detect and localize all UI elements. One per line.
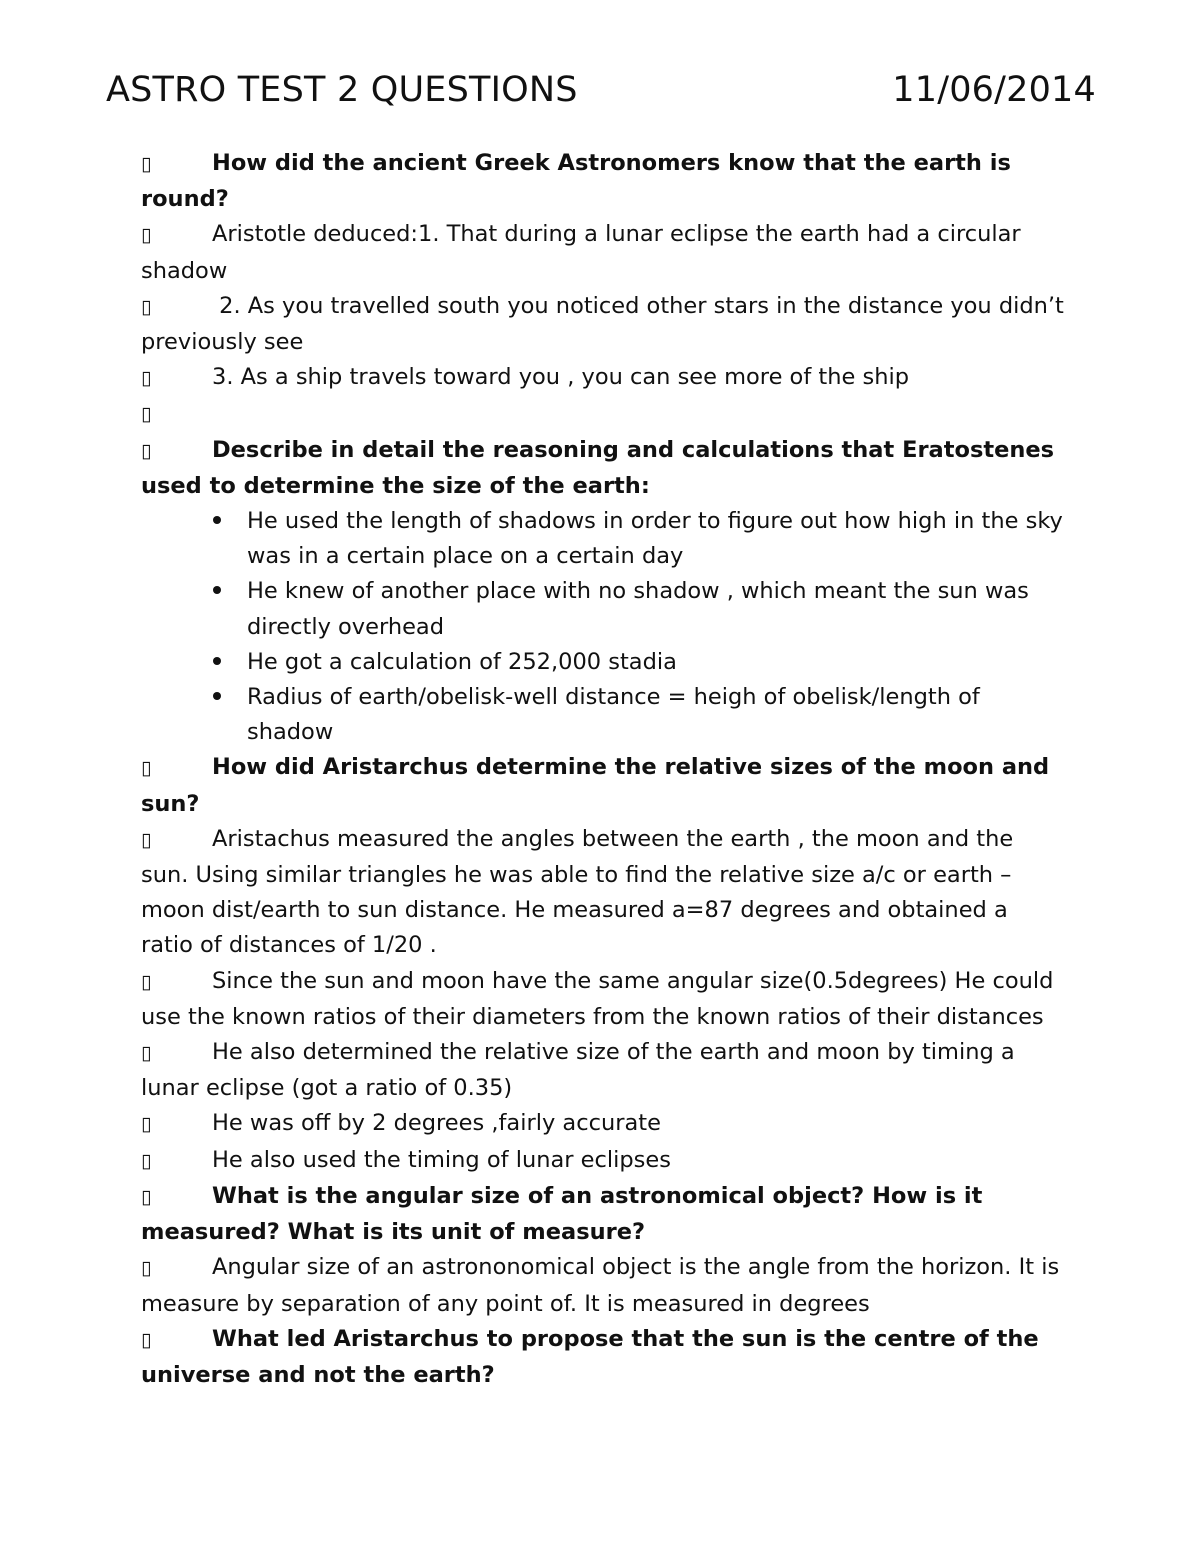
list-marker-icon: ▯ — [141, 1042, 152, 1065]
list-marker-icon: ▯ — [141, 403, 152, 426]
list-marker-icon: ▯ — [141, 1185, 152, 1208]
list-marker-icon: ▯ — [141, 828, 152, 851]
list-marker-icon: ▯ — [141, 970, 152, 993]
answer-text: 2. As you travelled south you noticed other stars in the distance you didn’t previously see — [141, 292, 1064, 356]
question-text: Describe in detail the reasoning and calculations that Eratostenes used to determine the size of the earth: — [141, 436, 1055, 499]
question-paragraph — [141, 1322, 1066, 1393]
list-marker-icon: ▯ — [141, 153, 152, 175]
bullet-dot-icon — [213, 516, 221, 524]
list-marker-icon: ▯ — [141, 295, 152, 318]
list-marker-icon: ▯ — [141, 1113, 152, 1136]
answer-text: Since the sun and moon have the same angular size(0.5degrees) He could use the known ratios of their diameters from the known ratios of their distances — [141, 967, 1054, 1030]
bullet-item — [247, 645, 1066, 680]
list-marker-icon: ▯ — [141, 224, 152, 247]
answer-text: Angular size of an astrononomical object is the angle from the horizon. It is measure by separation of any point of. It is measured in degrees — [141, 1254, 1060, 1317]
list-marker-icon: ▯ — [141, 1257, 152, 1280]
bullet-dot-icon — [213, 586, 221, 594]
bullet-list — [141, 504, 1066, 750]
document-date: 11/06/2014 — [892, 70, 1096, 110]
bullet-text: He used the length of shadows in order to figure out how high in the sky was in a certain place on a certain day — [247, 508, 1063, 570]
question-text: How did the ancient Greek Astronomers know that the earth is round? — [141, 150, 1011, 213]
answer-paragraph — [141, 1250, 1066, 1321]
answer-paragraph — [141, 289, 1066, 360]
answer-text: Aristotle deduced:1. That during a lunar eclipse the earth had a circular shadow — [141, 221, 1021, 284]
bullet-item — [247, 574, 1066, 644]
empty-paragraph — [141, 396, 1066, 432]
answer-paragraph — [141, 822, 1066, 964]
document-title: ASTRO TEST 2 QUESTIONS — [106, 70, 578, 110]
answer-paragraph — [141, 1143, 1066, 1179]
answer-paragraph — [141, 360, 1066, 396]
document-body — [141, 146, 1066, 1393]
document-header — [106, 70, 1096, 118]
bullet-item — [247, 680, 1066, 750]
bullet-item — [247, 504, 1066, 574]
answer-paragraph — [141, 217, 1066, 288]
bullet-dot-icon — [213, 692, 221, 700]
question-paragraph — [141, 433, 1066, 504]
answer-text: Aristachus measured the angles between the earth , the moon and the sun. Using similar triangles he was able to find the relative size a/c or earth –moon dist/earth to sun distance. He measured a=87 degrees and obtained a ratio of distances of 1/20 . — [141, 825, 1014, 959]
question-paragraph — [141, 1179, 1066, 1250]
bullet-text: He knew of another place with no shadow , which meant the sun was directly overhead — [247, 578, 1029, 640]
question-text: How did Aristarchus determine the relative sizes of the moon and sun? — [141, 754, 1050, 817]
answer-text: 3. As a ship travels toward you , you can see more of the ship — [212, 364, 909, 391]
list-marker-icon: ▯ — [141, 1328, 152, 1351]
answer-paragraph — [141, 1035, 1066, 1106]
bullet-text: Radius of earth/obelisk-well distance = heigh of obelisk/length of shadow — [247, 684, 980, 746]
list-marker-icon: ▯ — [141, 367, 152, 390]
list-marker-icon: ▯ — [141, 1149, 152, 1172]
bullet-text: He got a calculation of 252,000 stadia — [247, 648, 677, 675]
answer-text: He also used the timing of lunar eclipses — [212, 1146, 671, 1173]
question-text: What is the angular size of an astronomical object? How is it measured? What is its unit of measure? — [141, 1182, 983, 1246]
bullet-dot-icon — [213, 657, 221, 665]
answer-paragraph — [141, 964, 1066, 1035]
answer-text: He was off by 2 degrees ,fairly accurate — [212, 1110, 661, 1137]
question-text: What led Aristarchus to propose that the sun is the centre of the universe and not the earth? — [141, 1325, 1039, 1388]
answer-text: He also determined the relative size of the earth and moon by timing a lunar eclipse (got a ratio of 0.35) — [141, 1039, 1015, 1102]
answer-paragraph — [141, 1106, 1066, 1142]
question-paragraph — [141, 146, 1066, 217]
list-marker-icon: ▯ — [141, 439, 152, 462]
question-paragraph — [141, 750, 1066, 821]
list-marker-icon: ▯ — [141, 757, 152, 780]
